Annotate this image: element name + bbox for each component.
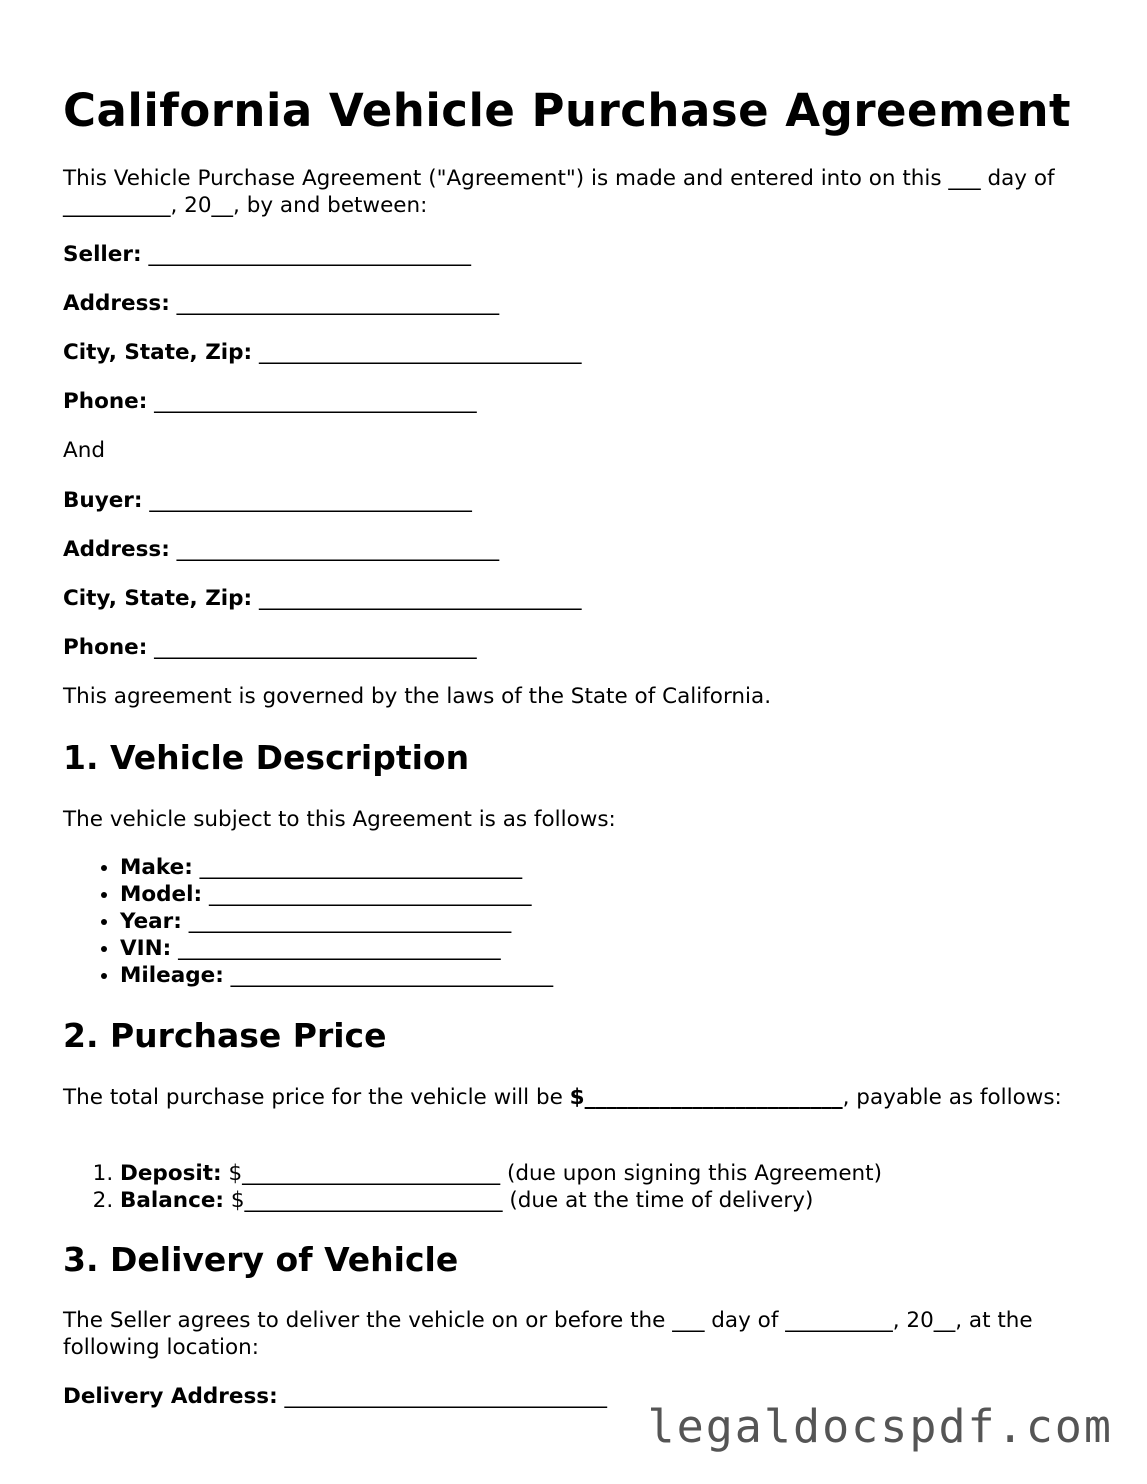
balance-note: (due at the time of delivery) [502,1188,814,1213]
buyer-address-blank[interactable]: ______________________________ [176,537,500,562]
seller-city-blank[interactable]: ______________________________ [259,340,582,365]
seller-city-field [63,339,582,366]
list-item [120,935,553,962]
buyer-address-label: Address: [63,537,170,562]
governing-law-text: This agreement is governed by the laws of the State of California. [63,684,772,709]
section-3-heading: 3. Delivery of Vehicle [63,1240,459,1279]
section-1-intro: The vehicle subject to this Agreement is as follows: [63,807,616,832]
buyer-city-field [63,585,582,612]
year-blank[interactable]: ______________________________ [188,909,512,934]
document-title: California Vehicle Purchase Agreement [63,84,1072,137]
delivery-address-blank[interactable]: ______________________________ [284,1384,608,1409]
price-blank[interactable]: $________________________ [569,1085,843,1110]
make-blank[interactable]: ______________________________ [199,855,523,880]
and-text: And [63,438,105,463]
deposit-note: (due upon signing this Agreement) [500,1161,882,1186]
vehicle-details-list [63,854,553,989]
year-label: Year: [120,909,182,934]
buyer-city-label: City, State, Zip: [63,586,253,611]
list-item [120,908,553,935]
seller-address-field [63,290,499,317]
model-label: Model: [120,882,203,907]
buyer-phone-field [63,634,477,661]
price-text-before: The total purchase price for the vehicle will be [63,1085,570,1110]
mileage-blank[interactable]: ______________________________ [230,963,554,988]
buyer-address-field [63,536,499,563]
model-blank[interactable]: ______________________________ [208,882,532,907]
vin-label: VIN: [120,936,172,961]
list-item [120,854,553,881]
list-item [120,1187,882,1214]
seller-phone-blank[interactable]: ______________________________ [154,389,477,414]
buyer-phone-blank[interactable]: ______________________________ [154,635,477,660]
seller-field [63,241,471,268]
list-item [120,1160,882,1187]
deposit-blank[interactable]: $________________________ [221,1161,501,1186]
buyer-field [63,487,472,514]
buyer-phone-label: Phone: [63,635,148,660]
balance-blank[interactable]: $________________________ [224,1188,503,1213]
seller-city-label: City, State, Zip: [63,340,253,365]
purchase-price-paragraph [63,1084,1083,1111]
seller-phone-label: Phone: [63,389,148,414]
list-item [120,881,553,908]
delivery-paragraph: The Seller agrees to deliver the vehicle on or before the ___ day of __________, 20__, at the following location: [63,1308,1033,1360]
buyer-city-blank[interactable]: ______________________________ [259,586,582,611]
seller-address-label: Address: [63,291,170,316]
make-label: Make: [120,855,193,880]
delivery-address-label: Delivery Address: [63,1384,278,1409]
buyer-label: Buyer: [63,488,143,513]
seller-blank[interactable]: ______________________________ [148,242,471,267]
list-item [120,962,553,989]
vin-blank[interactable]: ______________________________ [178,936,501,961]
price-text-after: , payable as follows: [842,1085,1062,1110]
seller-label: Seller: [63,242,142,267]
delivery-address-field [63,1383,607,1410]
section-1-heading: 1. Vehicle Description [63,738,470,777]
payment-schedule-list [63,1160,882,1214]
mileage-label: Mileage: [120,963,224,988]
seller-phone-field [63,388,477,415]
seller-address-blank[interactable]: ______________________________ [176,291,500,316]
section-2-heading: 2. Purchase Price [63,1016,387,1055]
balance-label: Balance: [120,1188,225,1213]
deposit-label: Deposit: [120,1161,222,1186]
intro-paragraph: This Vehicle Purchase Agreement ("Agreement") is made and entered into on this ___ day of __________, 20__, by and between: [63,166,1055,218]
buyer-blank[interactable]: ______________________________ [149,488,472,513]
watermark: legaldocspdf.com [647,1400,1113,1453]
